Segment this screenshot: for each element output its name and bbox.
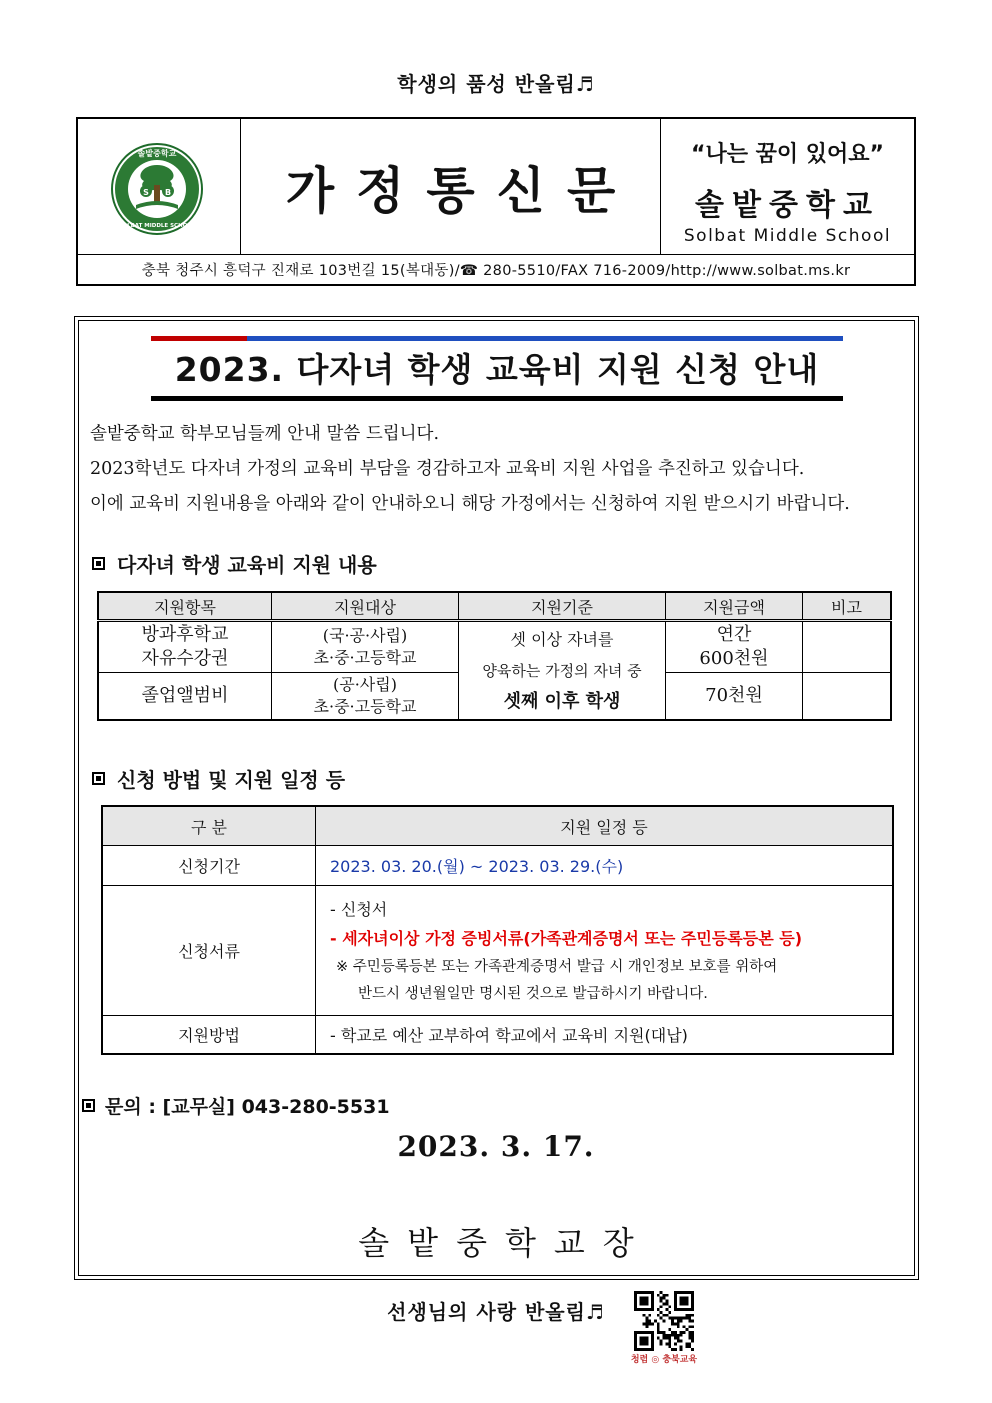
square-bullet-icon <box>92 557 105 570</box>
table-cell <box>803 621 892 673</box>
intro-line-2: 2023학년도 다자녀 가정의 교육비 부담을 경감하고자 교육비 지원 사업을 추진하고 있습니다. <box>90 459 805 479</box>
school-name-en: Solbat Middle School <box>683 226 892 246</box>
table-cell <box>803 673 892 721</box>
intro-line-3: 이에 교육비 지원내용을 아래와 같이 안내하오니 해당 가정에서는 신청하여 지원 받으시기 바랍니다. <box>90 494 850 514</box>
cell-text: 양육하는 가정의 자녀 중 <box>482 661 642 680</box>
newsletter-title-cell <box>241 119 661 254</box>
logo-bottom-text: SOLBAT MIDDLE SCHOOL <box>118 223 196 229</box>
support-content-table <box>97 591 892 721</box>
col-header: 지원금액 <box>666 592 803 621</box>
cell-text: 초·중·고등학교 <box>313 697 417 716</box>
table-cell <box>272 621 459 673</box>
table-header-row <box>98 592 891 621</box>
period-value: 2023. 03. 20.(월) ~ 2023. 03. 29.(수) <box>316 846 894 886</box>
cell-text: 셋 이상 자녀를 <box>510 629 614 649</box>
col-header: 지원대상 <box>272 592 459 621</box>
schedule-table <box>101 805 894 1055</box>
title-bar-bottom <box>151 396 843 401</box>
contact-text: 문의 : [교무실] 043-280-5531 <box>105 1096 390 1118</box>
cell-text: 초·중·고등학교 <box>313 648 417 667</box>
docs-value <box>316 886 894 1016</box>
cell-text: 자유수강권 <box>141 648 229 669</box>
title-bar-blue <box>247 336 843 341</box>
row-label: 신청서류 <box>102 886 316 1016</box>
docs-note: 반드시 생년월일만 명시된 것으로 발급하시기 바랍니다. <box>358 985 708 1002</box>
document-title: 2023. 다자녀 학생 교육비 지원 신청 안내 <box>174 350 820 389</box>
logo-initial-b: B <box>164 188 172 197</box>
principal-signature: 솔밭중학교장 <box>358 1224 652 1262</box>
table-cell: 졸업앨범비 <box>98 673 272 721</box>
newsletter-title: 가정통신문 <box>285 161 638 220</box>
cell-text: 셋째 이후 학생 <box>503 690 621 712</box>
criteria-cell <box>459 621 666 721</box>
section1-heading-text: 다자녀 학생 교육비 지원 내용 <box>117 553 377 577</box>
document-title-block <box>151 336 843 402</box>
row-label: 지원방법 <box>102 1016 316 1054</box>
col-header: 지원항목 <box>98 592 272 621</box>
cell-text: (국·공·사립) <box>322 626 408 645</box>
table-cell: 70천원 <box>666 673 803 721</box>
square-bullet-icon <box>82 1099 95 1112</box>
col-header: 지원기준 <box>459 592 666 621</box>
row-label: 신청기간 <box>102 846 316 886</box>
col-header: 지원 일정 등 <box>316 806 894 846</box>
intro-line-1: 솔밭중학교 학부모님들께 안내 말씀 드립니다. <box>90 424 440 444</box>
school-name-ko: 솔밭중학교 <box>695 188 880 223</box>
table-row <box>102 846 893 886</box>
cell-text: 600천원 <box>699 648 769 669</box>
table-cell <box>272 673 459 721</box>
school-motto: “나는 꿈이 있어요” <box>690 142 884 167</box>
table-header-row <box>102 806 893 846</box>
method-value: - 학교로 예산 교부하여 학교에서 교육비 지원(대납) <box>316 1016 894 1054</box>
logo-top-text: 솔밭중학교 <box>137 149 177 158</box>
cell-text: 연간 <box>716 624 752 645</box>
title-bar-red <box>151 336 247 341</box>
col-header: 구 분 <box>102 806 316 846</box>
section2-heading-text: 신청 방법 및 지원 일정 등 <box>117 768 346 792</box>
school-address: 충북 청주시 흥덕구 진재로 103번길 15(복대동)/☎ 280-5510/FAX 716-2009/http://www.solbat.ms.kr <box>78 254 914 284</box>
docs-note: ※ 주민등록등본 또는 가족관계증명서 발급 시 개인정보 보호를 위하여 <box>336 958 778 975</box>
top-slogan: 학생의 품성 반올림♬ <box>397 72 595 96</box>
table-row <box>102 886 893 1016</box>
logo-initial-s: S <box>143 188 149 197</box>
cell-text: (공·사립) <box>333 675 397 694</box>
school-info-cell <box>661 119 914 254</box>
table-row <box>98 621 891 673</box>
newsletter-header <box>76 117 916 286</box>
docs-item-required <box>330 925 891 953</box>
col-header: 비고 <box>803 592 892 621</box>
school-logo <box>78 119 241 254</box>
cell-text: 방과후학교 <box>141 624 229 645</box>
cell-text: 세자녀이상 가정 증빙서류(가족관계증명서 또는 주민등록등본 등) <box>342 928 803 948</box>
section1-heading <box>92 549 377 578</box>
document-date: 2023. 3. 17. <box>397 1130 595 1163</box>
contact-info <box>82 1092 390 1119</box>
qr-code-icon <box>634 1290 694 1352</box>
table-cell <box>666 621 803 673</box>
square-bullet-icon <box>92 772 105 785</box>
cell-text: - <box>330 928 343 948</box>
bottom-slogan: 선생님의 사랑 반올림♬ <box>387 1300 605 1324</box>
logo-cell <box>78 119 241 254</box>
table-cell <box>98 621 272 673</box>
section2-heading <box>92 764 345 793</box>
docs-item: - 신청서 <box>330 899 388 919</box>
table-row <box>102 1016 893 1054</box>
qr-caption: 청렴 ◎ 충북교육 <box>630 1355 698 1365</box>
